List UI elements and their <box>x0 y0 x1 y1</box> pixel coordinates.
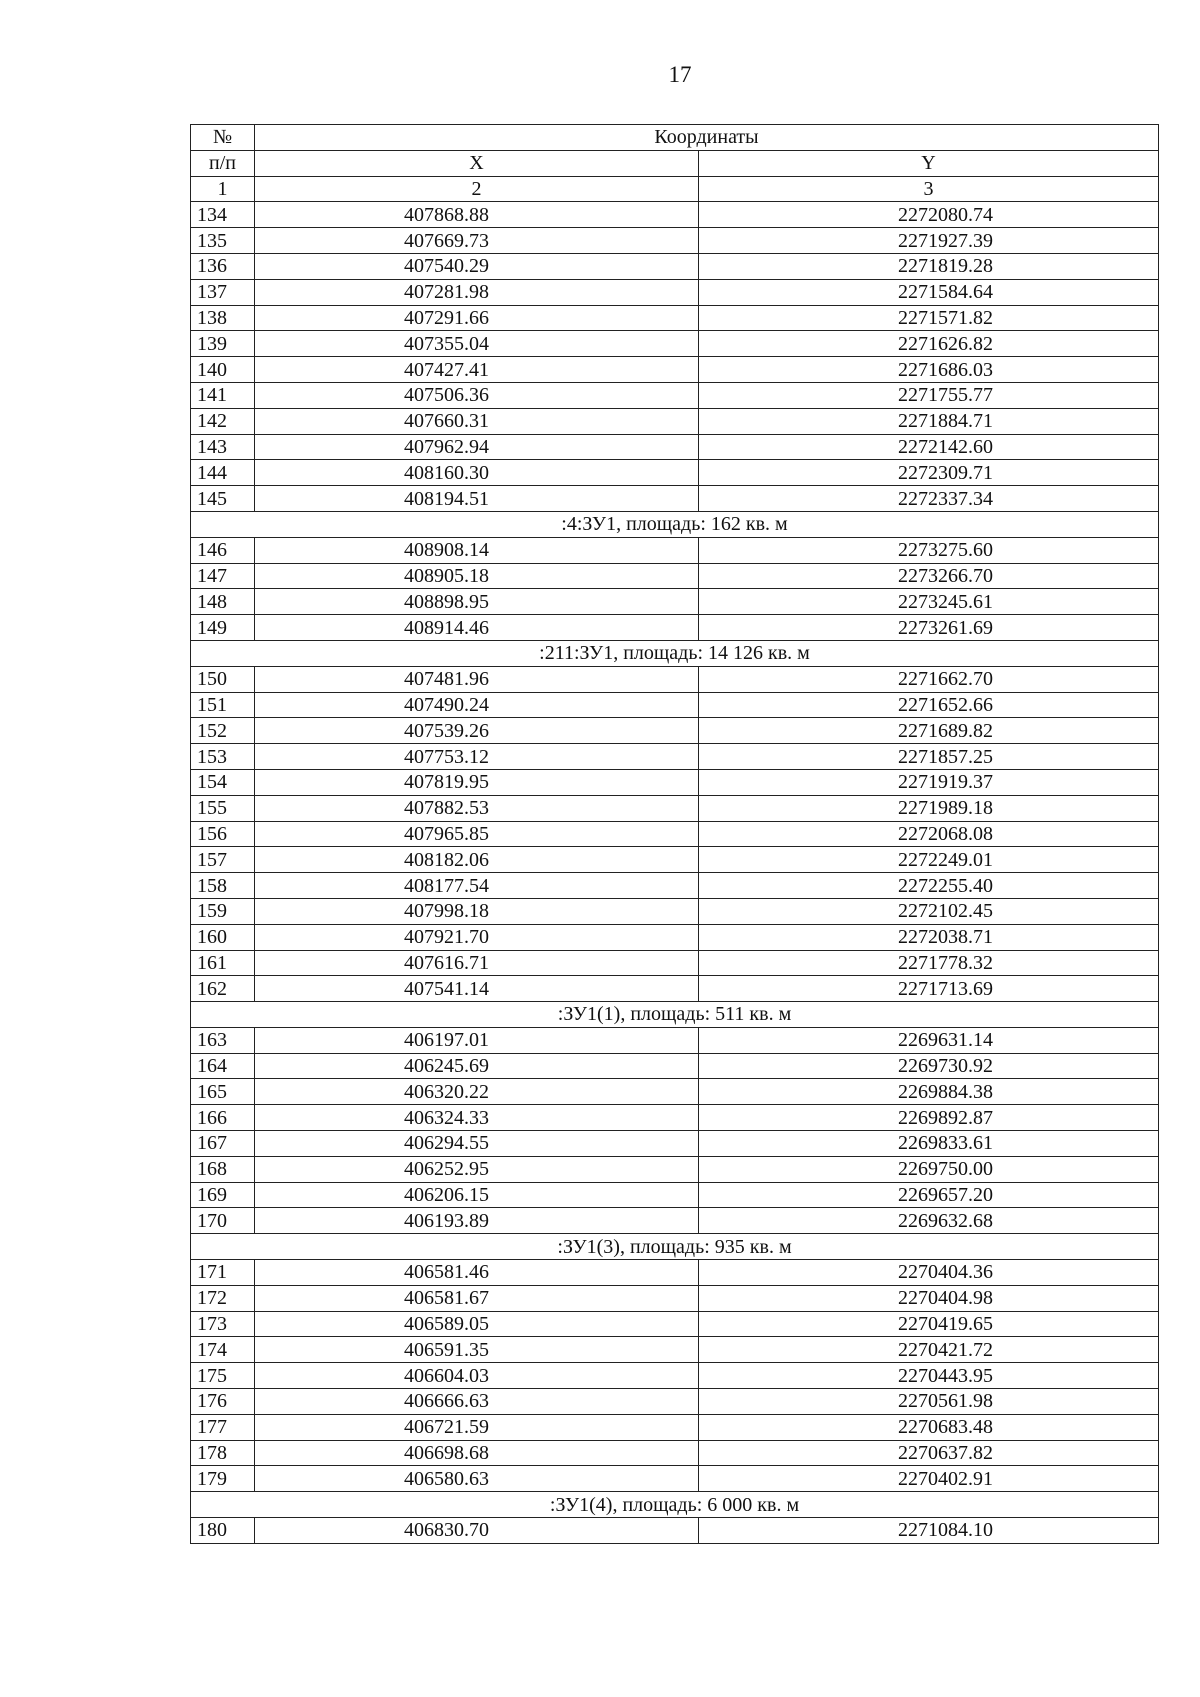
table-row <box>191 692 1159 718</box>
coord-y: 2271652.66 <box>699 692 1159 718</box>
coord-y: 2271689.82 <box>699 718 1159 744</box>
coord-x: 406324.33 <box>255 1105 699 1131</box>
point-number: 173 <box>191 1311 255 1337</box>
coord-y: 2271919.37 <box>699 769 1159 795</box>
table-row <box>191 305 1159 331</box>
point-number: 138 <box>191 305 255 331</box>
table-row <box>191 1363 1159 1389</box>
table-row <box>191 666 1159 692</box>
coord-x: 407506.36 <box>255 382 699 408</box>
header-x: X <box>255 150 699 176</box>
point-number: 150 <box>191 666 255 692</box>
table-row <box>191 1079 1159 1105</box>
table-row <box>191 279 1159 305</box>
coord-y: 2269892.87 <box>699 1105 1159 1131</box>
coord-x: 406591.35 <box>255 1337 699 1363</box>
table-row <box>191 1182 1159 1208</box>
point-number: 169 <box>191 1182 255 1208</box>
coord-x: 406698.68 <box>255 1440 699 1466</box>
coord-x: 407998.18 <box>255 898 699 924</box>
coord-y: 2273275.60 <box>699 537 1159 563</box>
coord-y: 2271686.03 <box>699 357 1159 383</box>
table-row <box>191 1414 1159 1440</box>
section-title: :ЗУ1(3), площадь: 935 кв. м <box>191 1234 1159 1260</box>
coord-x: 406581.46 <box>255 1260 699 1286</box>
page-number: 17 <box>668 62 692 87</box>
table-row <box>191 357 1159 383</box>
table-row <box>191 1337 1159 1363</box>
coord-x: 407819.95 <box>255 769 699 795</box>
coord-x: 408182.06 <box>255 847 699 873</box>
coord-x: 407753.12 <box>255 744 699 770</box>
coord-x: 407427.41 <box>255 357 699 383</box>
coord-y: 2269631.14 <box>699 1027 1159 1053</box>
coord-x: 406589.05 <box>255 1311 699 1337</box>
coord-x: 406604.03 <box>255 1363 699 1389</box>
table-row <box>191 1260 1159 1286</box>
point-number: 147 <box>191 563 255 589</box>
coordinates-table <box>190 124 1159 1544</box>
coord-x: 407965.85 <box>255 821 699 847</box>
point-number: 149 <box>191 615 255 641</box>
point-number: 178 <box>191 1440 255 1466</box>
header-num-sign: № <box>191 125 255 151</box>
table-row <box>191 976 1159 1002</box>
coord-x: 407962.94 <box>255 434 699 460</box>
point-number: 153 <box>191 744 255 770</box>
point-number: 139 <box>191 331 255 357</box>
coord-y: 2270419.65 <box>699 1311 1159 1337</box>
section-title: :ЗУ1(4), площадь: 6 000 кв. м <box>191 1492 1159 1518</box>
header-y: Y <box>699 150 1159 176</box>
point-number: 146 <box>191 537 255 563</box>
table-row <box>191 1518 1159 1544</box>
table-row <box>191 202 1159 228</box>
point-number: 142 <box>191 408 255 434</box>
table-row <box>191 1389 1159 1415</box>
coord-y: 2269884.38 <box>699 1079 1159 1105</box>
coord-x: 407669.73 <box>255 228 699 254</box>
table-row <box>191 1053 1159 1079</box>
coord-y: 2269657.20 <box>699 1182 1159 1208</box>
point-number: 165 <box>191 1079 255 1105</box>
point-number: 163 <box>191 1027 255 1053</box>
point-number: 177 <box>191 1414 255 1440</box>
point-number: 179 <box>191 1466 255 1492</box>
coord-x: 406581.67 <box>255 1285 699 1311</box>
point-number: 158 <box>191 873 255 899</box>
coord-x: 406193.89 <box>255 1208 699 1234</box>
point-number: 151 <box>191 692 255 718</box>
section-title-row <box>191 1492 1159 1518</box>
point-number: 152 <box>191 718 255 744</box>
coord-x: 408908.14 <box>255 537 699 563</box>
coord-y: 2270561.98 <box>699 1389 1159 1415</box>
section-title-row <box>191 511 1159 537</box>
point-number: 162 <box>191 976 255 1002</box>
coord-y: 2270404.98 <box>699 1285 1159 1311</box>
point-number: 155 <box>191 795 255 821</box>
point-number: 161 <box>191 950 255 976</box>
table-row <box>191 486 1159 512</box>
table-row <box>191 924 1159 950</box>
table-row <box>191 615 1159 641</box>
point-number: 171 <box>191 1260 255 1286</box>
coord-y: 2272102.45 <box>699 898 1159 924</box>
coord-y: 2272038.71 <box>699 924 1159 950</box>
table-row <box>191 537 1159 563</box>
point-number: 168 <box>191 1156 255 1182</box>
table-row <box>191 898 1159 924</box>
coord-x: 407868.88 <box>255 202 699 228</box>
point-number: 160 <box>191 924 255 950</box>
table-row <box>191 1156 1159 1182</box>
coord-y: 2271662.70 <box>699 666 1159 692</box>
coord-y: 2273245.61 <box>699 589 1159 615</box>
coord-y: 2271857.25 <box>699 744 1159 770</box>
coord-x: 407616.71 <box>255 950 699 976</box>
coord-y: 2269833.61 <box>699 1131 1159 1157</box>
point-number: 136 <box>191 253 255 279</box>
coord-x: 407882.53 <box>255 795 699 821</box>
table-row <box>191 228 1159 254</box>
table-row <box>191 589 1159 615</box>
coord-x: 408160.30 <box>255 460 699 486</box>
coord-y: 2272068.08 <box>699 821 1159 847</box>
coord-x: 407481.96 <box>255 666 699 692</box>
coord-y: 2272080.74 <box>699 202 1159 228</box>
coord-x: 406206.15 <box>255 1182 699 1208</box>
table-row <box>191 460 1159 486</box>
point-number: 164 <box>191 1053 255 1079</box>
header-col-1: 1 <box>191 176 255 202</box>
table-row <box>191 382 1159 408</box>
coord-y: 2271819.28 <box>699 253 1159 279</box>
coord-y: 2272142.60 <box>699 434 1159 460</box>
header-num-pp: п/п <box>191 150 255 176</box>
table-row <box>191 847 1159 873</box>
coord-y: 2271778.32 <box>699 950 1159 976</box>
table-row <box>191 1105 1159 1131</box>
point-number: 140 <box>191 357 255 383</box>
point-number: 145 <box>191 486 255 512</box>
table-row <box>191 1311 1159 1337</box>
point-number: 167 <box>191 1131 255 1157</box>
table-row <box>191 331 1159 357</box>
point-number: 170 <box>191 1208 255 1234</box>
coord-y: 2271884.71 <box>699 408 1159 434</box>
table-row <box>191 1131 1159 1157</box>
coord-y: 2270683.48 <box>699 1414 1159 1440</box>
point-number: 159 <box>191 898 255 924</box>
table-row <box>191 769 1159 795</box>
coord-x: 406197.01 <box>255 1027 699 1053</box>
table-row <box>191 795 1159 821</box>
table-row <box>191 253 1159 279</box>
table-row <box>191 950 1159 976</box>
coord-x: 408914.46 <box>255 615 699 641</box>
coord-x: 407660.31 <box>255 408 699 434</box>
coord-x: 406320.22 <box>255 1079 699 1105</box>
section-title-row <box>191 1002 1159 1028</box>
table-row <box>191 408 1159 434</box>
coord-y: 2272249.01 <box>699 847 1159 873</box>
coord-y: 2272309.71 <box>699 460 1159 486</box>
point-number: 137 <box>191 279 255 305</box>
point-number: 175 <box>191 1363 255 1389</box>
coord-y: 2271927.39 <box>699 228 1159 254</box>
header-row-3 <box>191 176 1159 202</box>
point-number: 174 <box>191 1337 255 1363</box>
point-number: 141 <box>191 382 255 408</box>
coord-x: 407540.29 <box>255 253 699 279</box>
header-col-3: 3 <box>699 176 1159 202</box>
coord-y: 2273266.70 <box>699 563 1159 589</box>
table-row <box>191 434 1159 460</box>
coord-y: 2269750.00 <box>699 1156 1159 1182</box>
section-title-row <box>191 1234 1159 1260</box>
header-col-2: 2 <box>255 176 699 202</box>
table-row <box>191 1208 1159 1234</box>
coord-y: 2270404.36 <box>699 1260 1159 1286</box>
point-number: 144 <box>191 460 255 486</box>
coord-x: 406294.55 <box>255 1131 699 1157</box>
table-row <box>191 821 1159 847</box>
point-number: 156 <box>191 821 255 847</box>
coord-y: 2269730.92 <box>699 1053 1159 1079</box>
point-number: 148 <box>191 589 255 615</box>
section-title: :ЗУ1(1), площадь: 511 кв. м <box>191 1002 1159 1028</box>
coord-y: 2273261.69 <box>699 615 1159 641</box>
coord-y: 2271755.77 <box>699 382 1159 408</box>
point-number: 176 <box>191 1389 255 1415</box>
coord-y: 2272337.34 <box>699 486 1159 512</box>
coord-y: 2270637.82 <box>699 1440 1159 1466</box>
section-title: :4:ЗУ1, площадь: 162 кв. м <box>191 511 1159 537</box>
coord-x: 406666.63 <box>255 1389 699 1415</box>
coord-x: 407355.04 <box>255 331 699 357</box>
coord-y: 2270443.95 <box>699 1363 1159 1389</box>
coord-x: 406721.59 <box>255 1414 699 1440</box>
coord-x: 408898.95 <box>255 589 699 615</box>
point-number: 154 <box>191 769 255 795</box>
coord-y: 2271571.82 <box>699 305 1159 331</box>
point-number: 172 <box>191 1285 255 1311</box>
coord-x: 407490.24 <box>255 692 699 718</box>
table-row <box>191 1285 1159 1311</box>
coord-x: 407281.98 <box>255 279 699 305</box>
table-row <box>191 1440 1159 1466</box>
header-coordinates: Координаты <box>255 125 1159 151</box>
point-number: 180 <box>191 1518 255 1544</box>
coord-y: 2269632.68 <box>699 1208 1159 1234</box>
point-number: 135 <box>191 228 255 254</box>
point-number: 157 <box>191 847 255 873</box>
table-row <box>191 1027 1159 1053</box>
coord-y: 2271989.18 <box>699 795 1159 821</box>
table-row <box>191 563 1159 589</box>
coord-x: 408905.18 <box>255 563 699 589</box>
point-number: 166 <box>191 1105 255 1131</box>
table-row <box>191 744 1159 770</box>
coord-y: 2271584.64 <box>699 279 1159 305</box>
section-title: :211:ЗУ1, площадь: 14 126 кв. м <box>191 640 1159 666</box>
coord-x: 408177.54 <box>255 873 699 899</box>
coord-x: 407921.70 <box>255 924 699 950</box>
table-row <box>191 718 1159 744</box>
coord-y: 2271626.82 <box>699 331 1159 357</box>
coord-x: 406245.69 <box>255 1053 699 1079</box>
coord-x: 407541.14 <box>255 976 699 1002</box>
coord-x: 408194.51 <box>255 486 699 512</box>
coord-x: 406830.70 <box>255 1518 699 1544</box>
coord-x: 407291.66 <box>255 305 699 331</box>
table-row <box>191 1466 1159 1492</box>
coord-y: 2271713.69 <box>699 976 1159 1002</box>
header-row-2 <box>191 150 1159 176</box>
point-number: 143 <box>191 434 255 460</box>
coord-y: 2270402.91 <box>699 1466 1159 1492</box>
coord-x: 406252.95 <box>255 1156 699 1182</box>
point-number: 134 <box>191 202 255 228</box>
coord-x: 407539.26 <box>255 718 699 744</box>
coord-y: 2271084.10 <box>699 1518 1159 1544</box>
coord-y: 2272255.40 <box>699 873 1159 899</box>
header-row-1 <box>191 125 1159 151</box>
coord-y: 2270421.72 <box>699 1337 1159 1363</box>
section-title-row <box>191 640 1159 666</box>
coord-x: 406580.63 <box>255 1466 699 1492</box>
table-row <box>191 873 1159 899</box>
